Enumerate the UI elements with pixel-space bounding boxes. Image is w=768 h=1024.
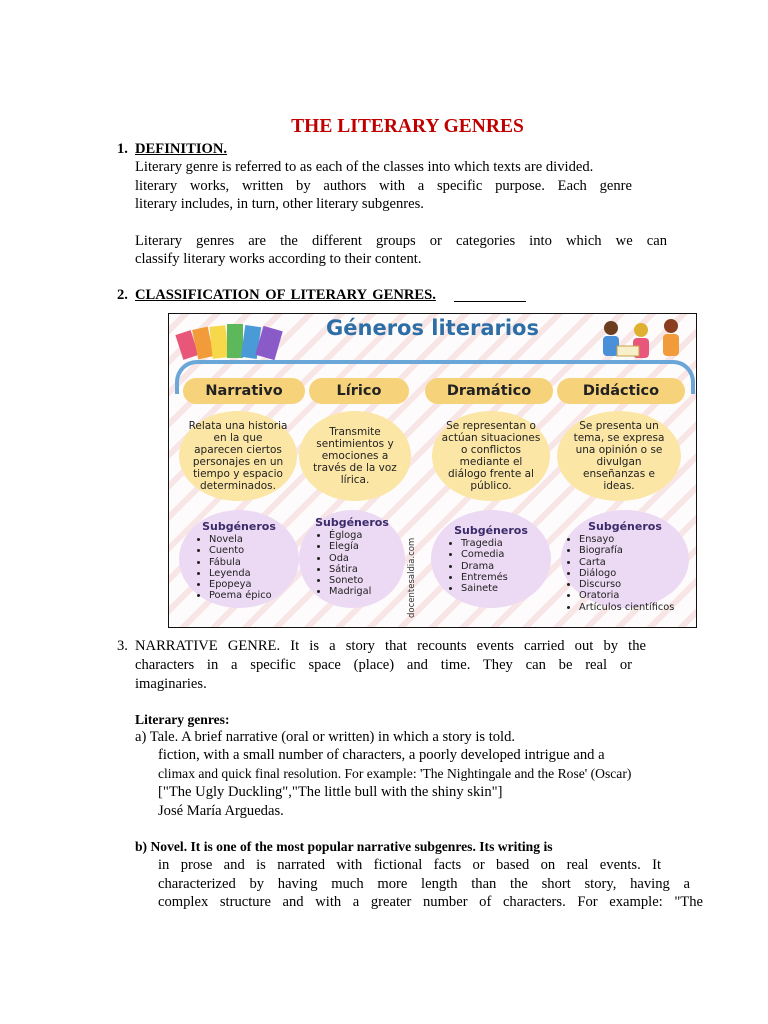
subgenre-item: • Carta <box>579 557 689 568</box>
definition-line: classify literary works according to their content. <box>135 251 422 267</box>
infographic-title: Géneros literarios <box>326 316 539 340</box>
source-credit: docentesaldia.com <box>407 537 417 618</box>
page-title: THE LITERARY GENRES <box>291 116 524 137</box>
subgenre-item: • Epopeya <box>209 579 299 590</box>
definition-line: Literary genre is referred to as each of the classes into which texts are divided. <box>135 159 594 175</box>
definition-line: literary includes, in turn, other literary subgenres. <box>135 196 424 212</box>
subgenre-item: • Artículos científicos <box>579 602 689 613</box>
narrative-line: imaginaries. <box>135 676 207 692</box>
subgenre-item: • Biografía <box>579 545 689 556</box>
subgenres-title: Subgéneros <box>588 520 662 533</box>
novel-line: characterized by having much more length than the short story, having a <box>158 876 690 892</box>
subgenre-item: • Drama <box>461 561 551 572</box>
subgenres-narrativo <box>179 510 299 608</box>
section-3-number: 3. <box>117 638 128 654</box>
subgenre-item: • Novela <box>209 534 299 545</box>
subgenre-item: • Sainete <box>461 583 551 594</box>
novel-line: in prose and is narrated with fictional facts or based on real events. It <box>158 857 661 873</box>
tale-line: fiction, with a small number of characters, a poorly developed intrigue and a <box>158 747 605 763</box>
tale-line: a) Tale. A brief narrative (oral or written) in which a story is told. <box>135 729 516 745</box>
literary-genres-subheading: Literary genres: <box>135 712 230 727</box>
definition-line: literary works, written by authors with a specific purpose. Each genre <box>135 178 632 194</box>
subgenres-dramatico <box>431 510 551 608</box>
subgenre-item: • Sátira <box>329 564 405 575</box>
subgenre-item: • Soneto <box>329 575 405 586</box>
description-didactico: Se presenta un tema, se expresa una opinión o se divulgan enseñanzas e ideas. <box>557 411 681 501</box>
narrative-line: NARRATIVE GENRE. It is a story that recounts events carried out by the <box>135 638 646 654</box>
tale-line: José María Arguedas. <box>158 803 284 819</box>
tale-line: climax and quick final resolution. For example: 'The Nightingale and the Rose' (Oscar) <box>158 766 632 781</box>
subgenre-item: • Comedia <box>461 549 551 560</box>
subgenre-item: • Égloga <box>329 530 405 541</box>
subgenre-item: • Elegía <box>329 541 405 552</box>
tale-line: ["The Ugly Duckling","The little bull with the shiny skin"] <box>158 784 503 800</box>
definition-line: Literary genres are the different groups or categories into which we can <box>135 233 667 249</box>
description-lirico: Transmite sentimientos y emociones a través de la voz lírica. <box>299 411 411 501</box>
description-dramatico: Se representan o actúan situaciones o conflictos mediante el diálogo frente al público. <box>432 411 550 501</box>
subgenres-title: Subgéneros <box>315 516 389 529</box>
section-1-heading: DEFINITION. <box>135 141 228 157</box>
subgenres-title: Subgéneros <box>454 524 528 537</box>
subgenre-item: • Tragedia <box>461 538 551 549</box>
subgenre-item: • Diálogo <box>579 568 689 579</box>
subgenre-item: • Discurso <box>579 579 689 590</box>
subgenre-item: • Entremés <box>461 572 551 583</box>
subgenre-item: • Fábula <box>209 557 299 568</box>
subgenre-item: • Madrigal <box>329 586 405 597</box>
subgenre-item: • Ensayo <box>579 534 689 545</box>
genre-narrativo: Narrativo <box>183 378 305 404</box>
heading-underline <box>454 301 526 302</box>
section-2-heading: CLASSIFICATION OF LITERARY GENRES. <box>135 287 436 303</box>
subgenre-item: • Leyenda <box>209 568 299 579</box>
section-2-number: 2. <box>117 287 128 303</box>
genre-dramatico: Dramático <box>425 378 553 404</box>
subgenres-title: Subgéneros <box>202 520 276 533</box>
subgenre-item: • Oda <box>329 553 405 564</box>
novel-line: b) Novel. It is one of the most popular narrative subgenres. Its writing is <box>135 839 553 854</box>
description-narrativo: Relata una historia en la que aparecen ciertos personajes en un tiempo y espacio determinados. <box>179 411 297 501</box>
genre-lirico: Lírico <box>309 378 409 404</box>
section-1-number: 1. <box>117 141 128 157</box>
literary-genres-infographic <box>168 313 697 628</box>
subgenre-item: • Poema épico <box>209 590 299 601</box>
subgenre-item: • Cuento <box>209 545 299 556</box>
novel-line: complex structure and with a greater number of characters. For example: "The <box>158 894 703 910</box>
subgenre-item: • Oratoria <box>579 590 689 601</box>
narrative-line: characters in a specific space (place) and time. They can be real or <box>135 657 632 673</box>
subgenres-didactico <box>561 510 689 613</box>
subgenres-lirico <box>299 510 405 608</box>
genre-didactico: Didáctico <box>557 378 685 404</box>
readers-illustration-icon <box>595 316 691 364</box>
